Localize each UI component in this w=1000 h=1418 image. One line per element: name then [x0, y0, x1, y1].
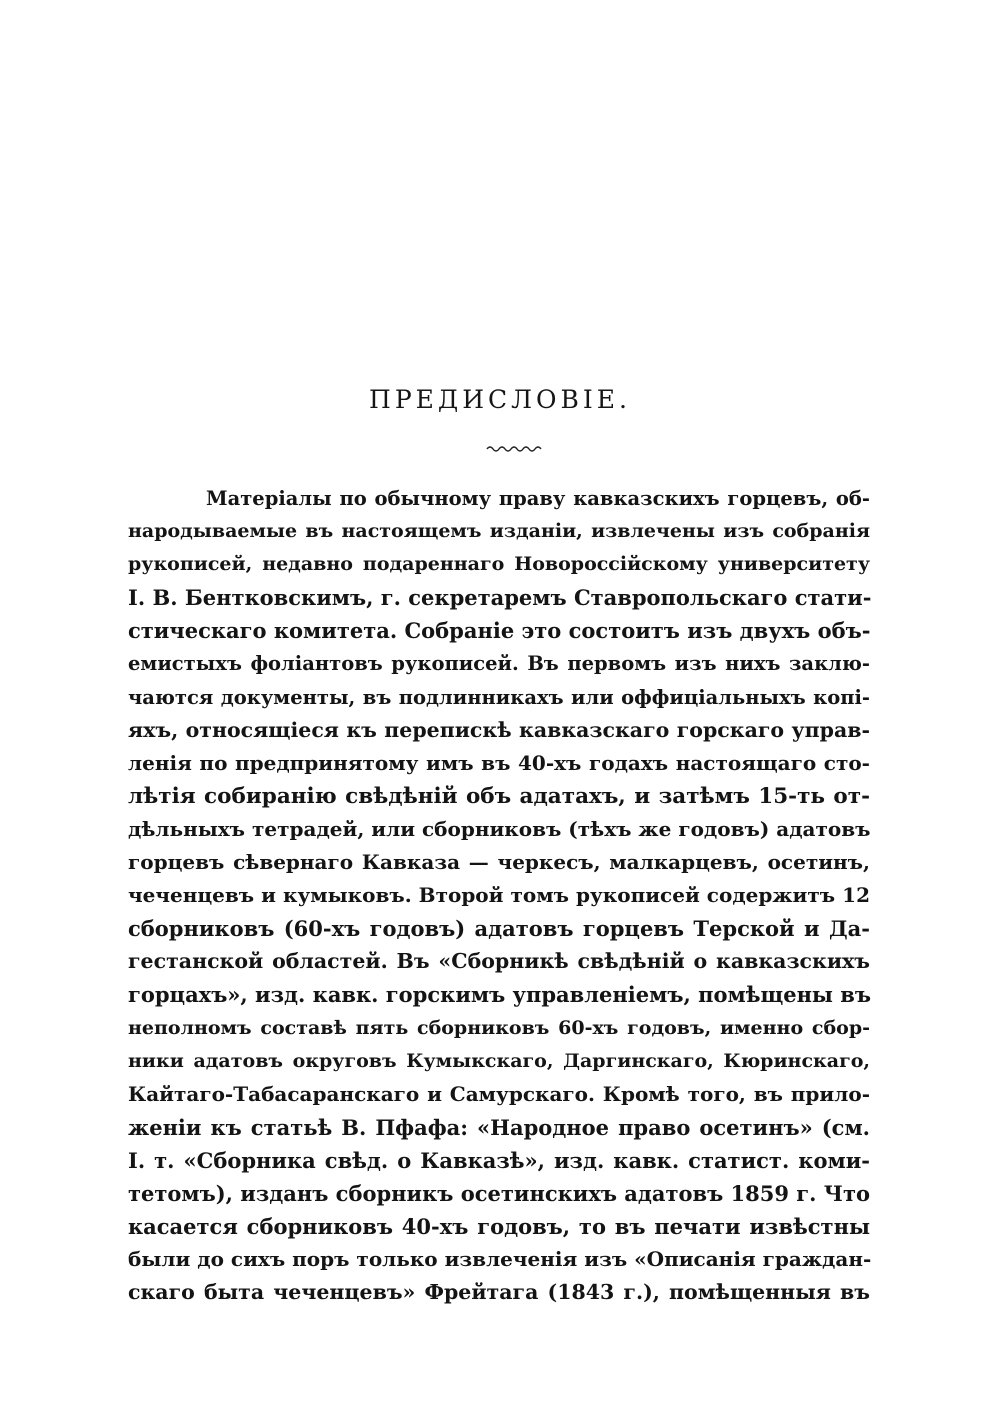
text-line: стическаго комитета. Собраніе это состоитъ изъ двухъ объ- — [128, 618, 871, 644]
text-line: неполномъ составѣ пять сборниковъ 60-хъ годовъ, именно сбор- — [128, 1016, 870, 1039]
text-line: Матеріалы по обычному праву кавказскихъ горцевъ, об- — [206, 487, 870, 510]
text-line: горцахъ», изд. кавк. горскимъ управленіемъ, помѣщены въ — [128, 982, 871, 1008]
preface-paragraph — [128, 482, 870, 1309]
text-line: тетомъ), изданъ сборникъ осетинскихъ адатовъ 1859 г. Что — [128, 1180, 870, 1206]
text-line: женіи къ статьѣ В. Пфафа: «Народное право осетинъ» (см. — [128, 1114, 870, 1140]
wavy-rule-ornament — [486, 444, 542, 454]
text-line: сборниковъ (60-хъ годовъ) адатовъ горцевъ Терской и Да- — [128, 916, 870, 942]
text-line: Кайтаго-Табасаранскаго и Самурскаго. Кромѣ того, въ прило- — [128, 1081, 870, 1106]
text-line: ленія по предпринятому имъ въ 40-хъ годахъ настоящаго сто- — [128, 750, 870, 775]
text-line: народываемые въ настоящемъ изданіи, извлечены изъ собранія — [128, 520, 870, 543]
text-line: были до сихъ поръ только извлеченія изъ «Описанія граждан- — [128, 1247, 872, 1272]
text-line: горцевъ сѣвернаго Кавказа — черкесъ, малкарцевъ, осетинъ, — [128, 850, 870, 875]
text-line: гестанской областей. Въ «Сборникѣ свѣдѣній о кавказскихъ — [128, 949, 870, 974]
text-line: лѣтія собиранію свѣдѣній объ адатахъ, и затѣмъ 15-ть от- — [128, 783, 870, 809]
page-title: ПРЕДИСЛОВІЕ. — [369, 385, 631, 414]
text-line: І. В. Бентковскимъ, г. секретаремъ Ставропольскаго стати- — [128, 585, 872, 611]
text-line: касается сборниковъ 40-хъ годовъ, то въ печати извѣстны — [128, 1214, 870, 1240]
text-line: яхъ, относящіеся къ перепискѣ кавказскаго горскаго управ- — [128, 717, 870, 742]
text-line: чаются документы, въ подлинникахъ или оффиціальныхъ копі- — [128, 685, 870, 709]
text-line: чеченцевъ и кумыковъ. Второй томъ рукописей содержитъ 12 — [128, 883, 870, 908]
text-line: рукописей, недавно подареннаго Новороссійскому университету — [128, 553, 870, 576]
text-line: скаго быта чеченцевъ» Фрейтага (1843 г.), помѣщенныя въ — [128, 1280, 870, 1305]
text-line: дѣльныхъ тетрадей, или сборниковъ (тѣхъ же годовъ) адатовъ — [128, 816, 871, 841]
text-line: емистыхъ фоліантовъ рукописей. Въ первомъ изъ нихъ заклю- — [128, 652, 870, 676]
text-line: І. т. «Сборника свѣд. о Кавказѣ», изд. кавк. статист. коми- — [128, 1147, 870, 1173]
text-line: ники адатовъ округовъ Кумыкскаго, Даргинскаго, Кюринскаго, — [128, 1049, 870, 1072]
